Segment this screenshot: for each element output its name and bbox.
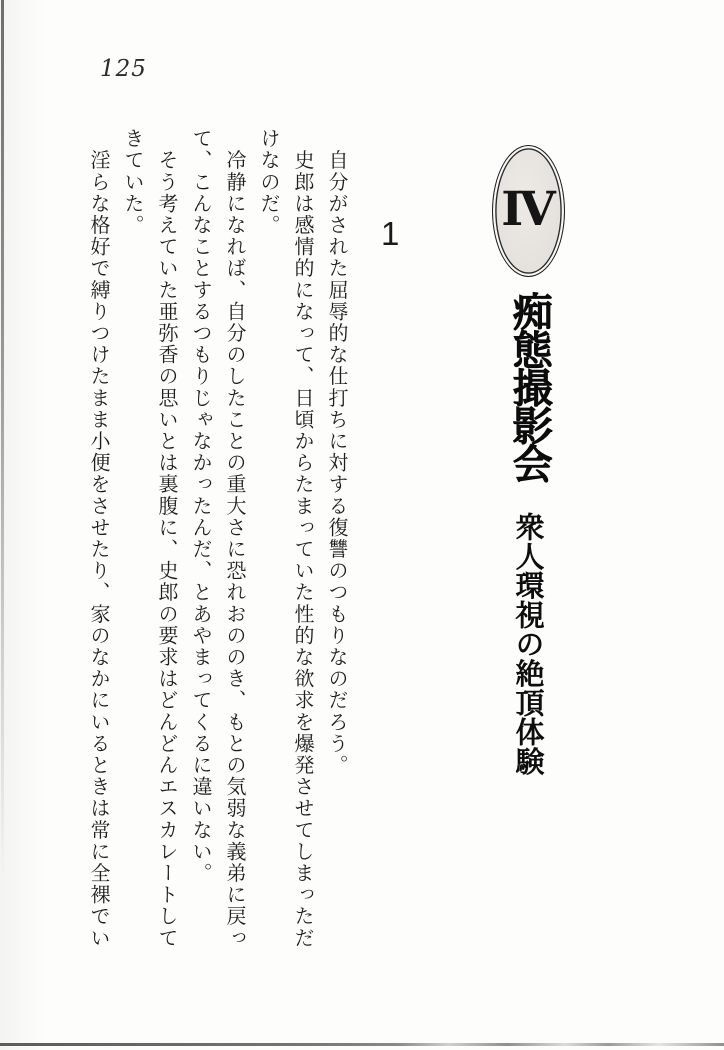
chapter-subtitle: 衆人環視の絶頂体験 [511, 512, 546, 776]
scan-binding-edge-left [1, 0, 4, 880]
text-column: そう考えていた亜弥香の思いとは裏腹に、史郎の要求はどんどんエスカレートして [155, 128, 179, 949]
text-column: て、こんなことするつもりじゃなかったんだ、とあやまってくるに違いない。 [189, 128, 213, 884]
section-number: 1 [381, 215, 400, 252]
text-column: 自分がされた屈辱的な仕打ちに対する復讐のつもりなのだろう。 [325, 128, 349, 776]
text-column: けなのだ。 [257, 128, 281, 236]
chapter-roman-numeral: IV [501, 181, 552, 237]
text-column: 史郎は感情的になって、日頃からたまっていた性的な欲求を爆発させてしまっただ [291, 128, 315, 949]
text-column: きていた。 [121, 128, 145, 236]
text-column: 淫らな格好で縛りつけたまま小便をさせたり、家のなかにいるときは常に全裸でい [87, 128, 111, 949]
chapter-number-oval [492, 145, 565, 277]
chapter-title: 痴態撮影会 [506, 291, 552, 481]
text-column: 冷静になれば、自分のしたことの重大さに恐れおののき、もとの気弱な義弟に戻っ [223, 128, 247, 949]
scan-edge-bottom [0, 1043, 724, 1046]
page-number: 125 [100, 56, 147, 82]
body-text [82, 128, 354, 952]
